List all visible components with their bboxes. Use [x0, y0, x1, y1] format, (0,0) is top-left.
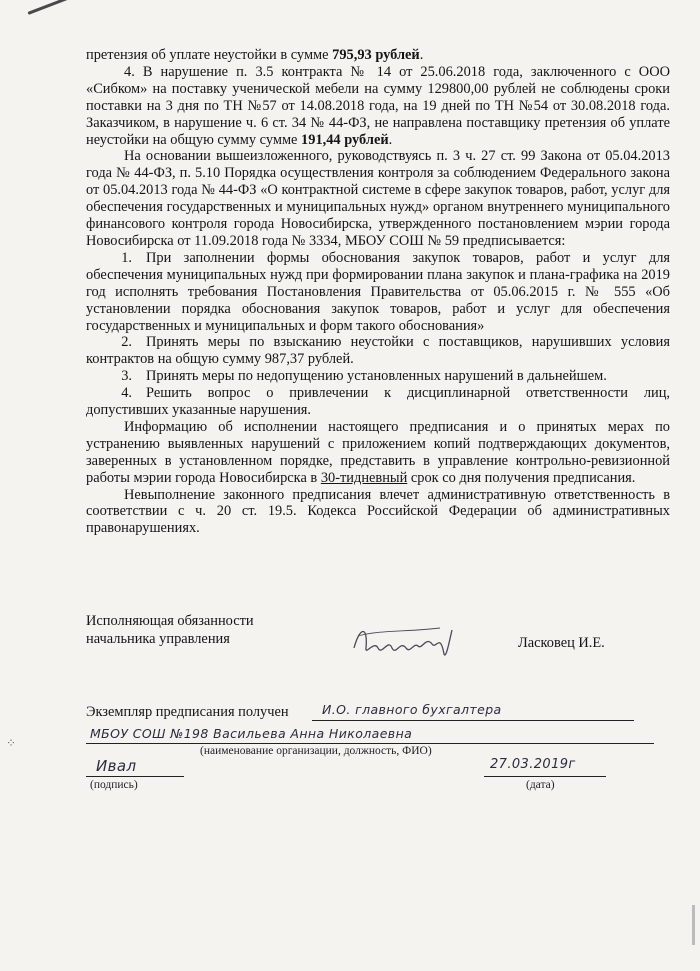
- penalty-amount-1: 795,93 рублей: [332, 47, 420, 63]
- paragraph-liability: Невыполнение законного предписания влечет административную ответственность в соответствии с ч. 20 ст. 19.5. Кодекса Российской Федерации об административных правонарушениях.: [86, 486, 670, 537]
- paragraph-penalty-1: [86, 47, 670, 64]
- document-body: [86, 47, 670, 537]
- order-item-4: [86, 385, 670, 419]
- receipt-underline: [86, 743, 654, 744]
- receipt-underline: [312, 720, 634, 721]
- receipt-handwritten-position: И.О. главного бухгалтера: [322, 702, 502, 717]
- paragraph-grounds: На основании вышеизложенного, руководствуясь п. 3 ч. 27 ст. 99 Закона от 05.04.2013 года № 44-ФЗ, п. 5.10 Порядка осуществления контроля за соблюдением Федерального закона от 05.04.2013 года № 44-ФЗ «О контрактной системе в сфере закупок товаров, работ, услуг для обеспечения государственных и муниципальных нужд» органом внутреннего муниципального финансового контроля города Новосибирска, утвержденного постановлением мэрии города Новосибирска от 11.09.2018 года № 3334, МБОУ СОШ № 59 предписывается:: [86, 148, 670, 249]
- paragraph-report-requirement: [86, 419, 670, 487]
- order-item-text: Решить вопрос о привлечении к дисциплинарной ответственности лиц, допустивших указанные нарушения.: [86, 385, 670, 419]
- receipt-label: Экземпляр предписания получен: [86, 704, 289, 720]
- paragraph-text: .: [419, 47, 424, 63]
- caption-signature: (подпись): [90, 779, 138, 791]
- signatory-role-line: Исполняющая обязанности: [86, 613, 254, 629]
- paragraph-text: Информацию об исполнении настоящего предписания и о принятых мерах по устранению выявленных нарушений с приложением копий подтверждающих документов, заверенных в установленном порядке, представить в управление контрольно-ревизионной работы мэрии города Новосибирска в: [86, 418, 670, 486]
- signatory-role-line: начальника управления: [86, 631, 230, 647]
- handwritten-signature: [348, 618, 458, 666]
- deadline-term: 30-тидневный: [320, 469, 408, 486]
- order-item-number: 3.: [121, 368, 132, 385]
- paragraph-text: .: [388, 131, 393, 148]
- order-item-text: При заполнении формы обоснования закупок товаров, работ и услуг для обеспечения муниципальных нужд при формировании плана закупок и плана-графика на 2019 год исполнять требования Постановления Правительства от 05.06.2015 г. № 555 «Об установлении порядка обоснования закупок товаров, работ и услуг для обеспечения государственных и муниципальных и форм такого обоснования»: [86, 249, 670, 334]
- receipt-handwritten-date: 27.03.2019г: [490, 757, 576, 772]
- scan-mark: [27, 0, 105, 15]
- caption-date: (дата): [526, 779, 555, 791]
- order-item-1: [86, 250, 670, 335]
- signatory-role: [86, 612, 254, 648]
- paragraph-text: претензия об уплате неустойки в сумме: [86, 47, 333, 63]
- order-item-2: [86, 334, 670, 368]
- signature-underline: [86, 776, 184, 777]
- receipt-handwritten-org: МБОУ СОШ №198 Васильева Анна Николаевна: [90, 726, 413, 741]
- order-item-3: [86, 368, 670, 385]
- paragraph-text: 4. В нарушение п. 3.5 контракта № 14 от 25.06.2018 года, заключенного с ООО «Сибком» на поставку ученической мебели на сумму 129800,00 рублей не соблюдены сроки поставки на 3 дня по ТН №57 от 14.08.2018 года, на 19 дней по ТН №54 от 30.08.2018 года. Заказчиком, в нарушение ч. 6 ст. 34 № 44-ФЗ, не направлена поставщику претензия об уплате неустойки на общую сумму сумме: [86, 63, 670, 148]
- order-item-number: 4.: [121, 385, 132, 402]
- order-item-text: Принять меры по недопущению установленных нарушений в дальнейшем.: [146, 368, 607, 385]
- caption-org: (наименование организации, должность, ФИО): [200, 745, 432, 757]
- scan-edge: [692, 905, 695, 945]
- penalty-amount-2: 191,44 рублей: [301, 131, 389, 148]
- date-underline: [484, 776, 606, 777]
- paragraph-text: срок со дня получения предписания.: [407, 469, 636, 486]
- order-item-number: 1.: [121, 249, 132, 266]
- paragraph-violation-4: [86, 64, 670, 149]
- order-item-number: 2.: [121, 334, 132, 351]
- signatory-name: Ласковец И.Е.: [518, 635, 605, 651]
- order-item-text: Принять меры по взысканию неустойки с поставщиков, нарушивших условия контрактов на общую сумму 987,37 рублей.: [86, 334, 670, 368]
- scan-noise: ⁘: [6, 736, 17, 750]
- receipt-handwritten-signature: Ивал: [96, 757, 137, 775]
